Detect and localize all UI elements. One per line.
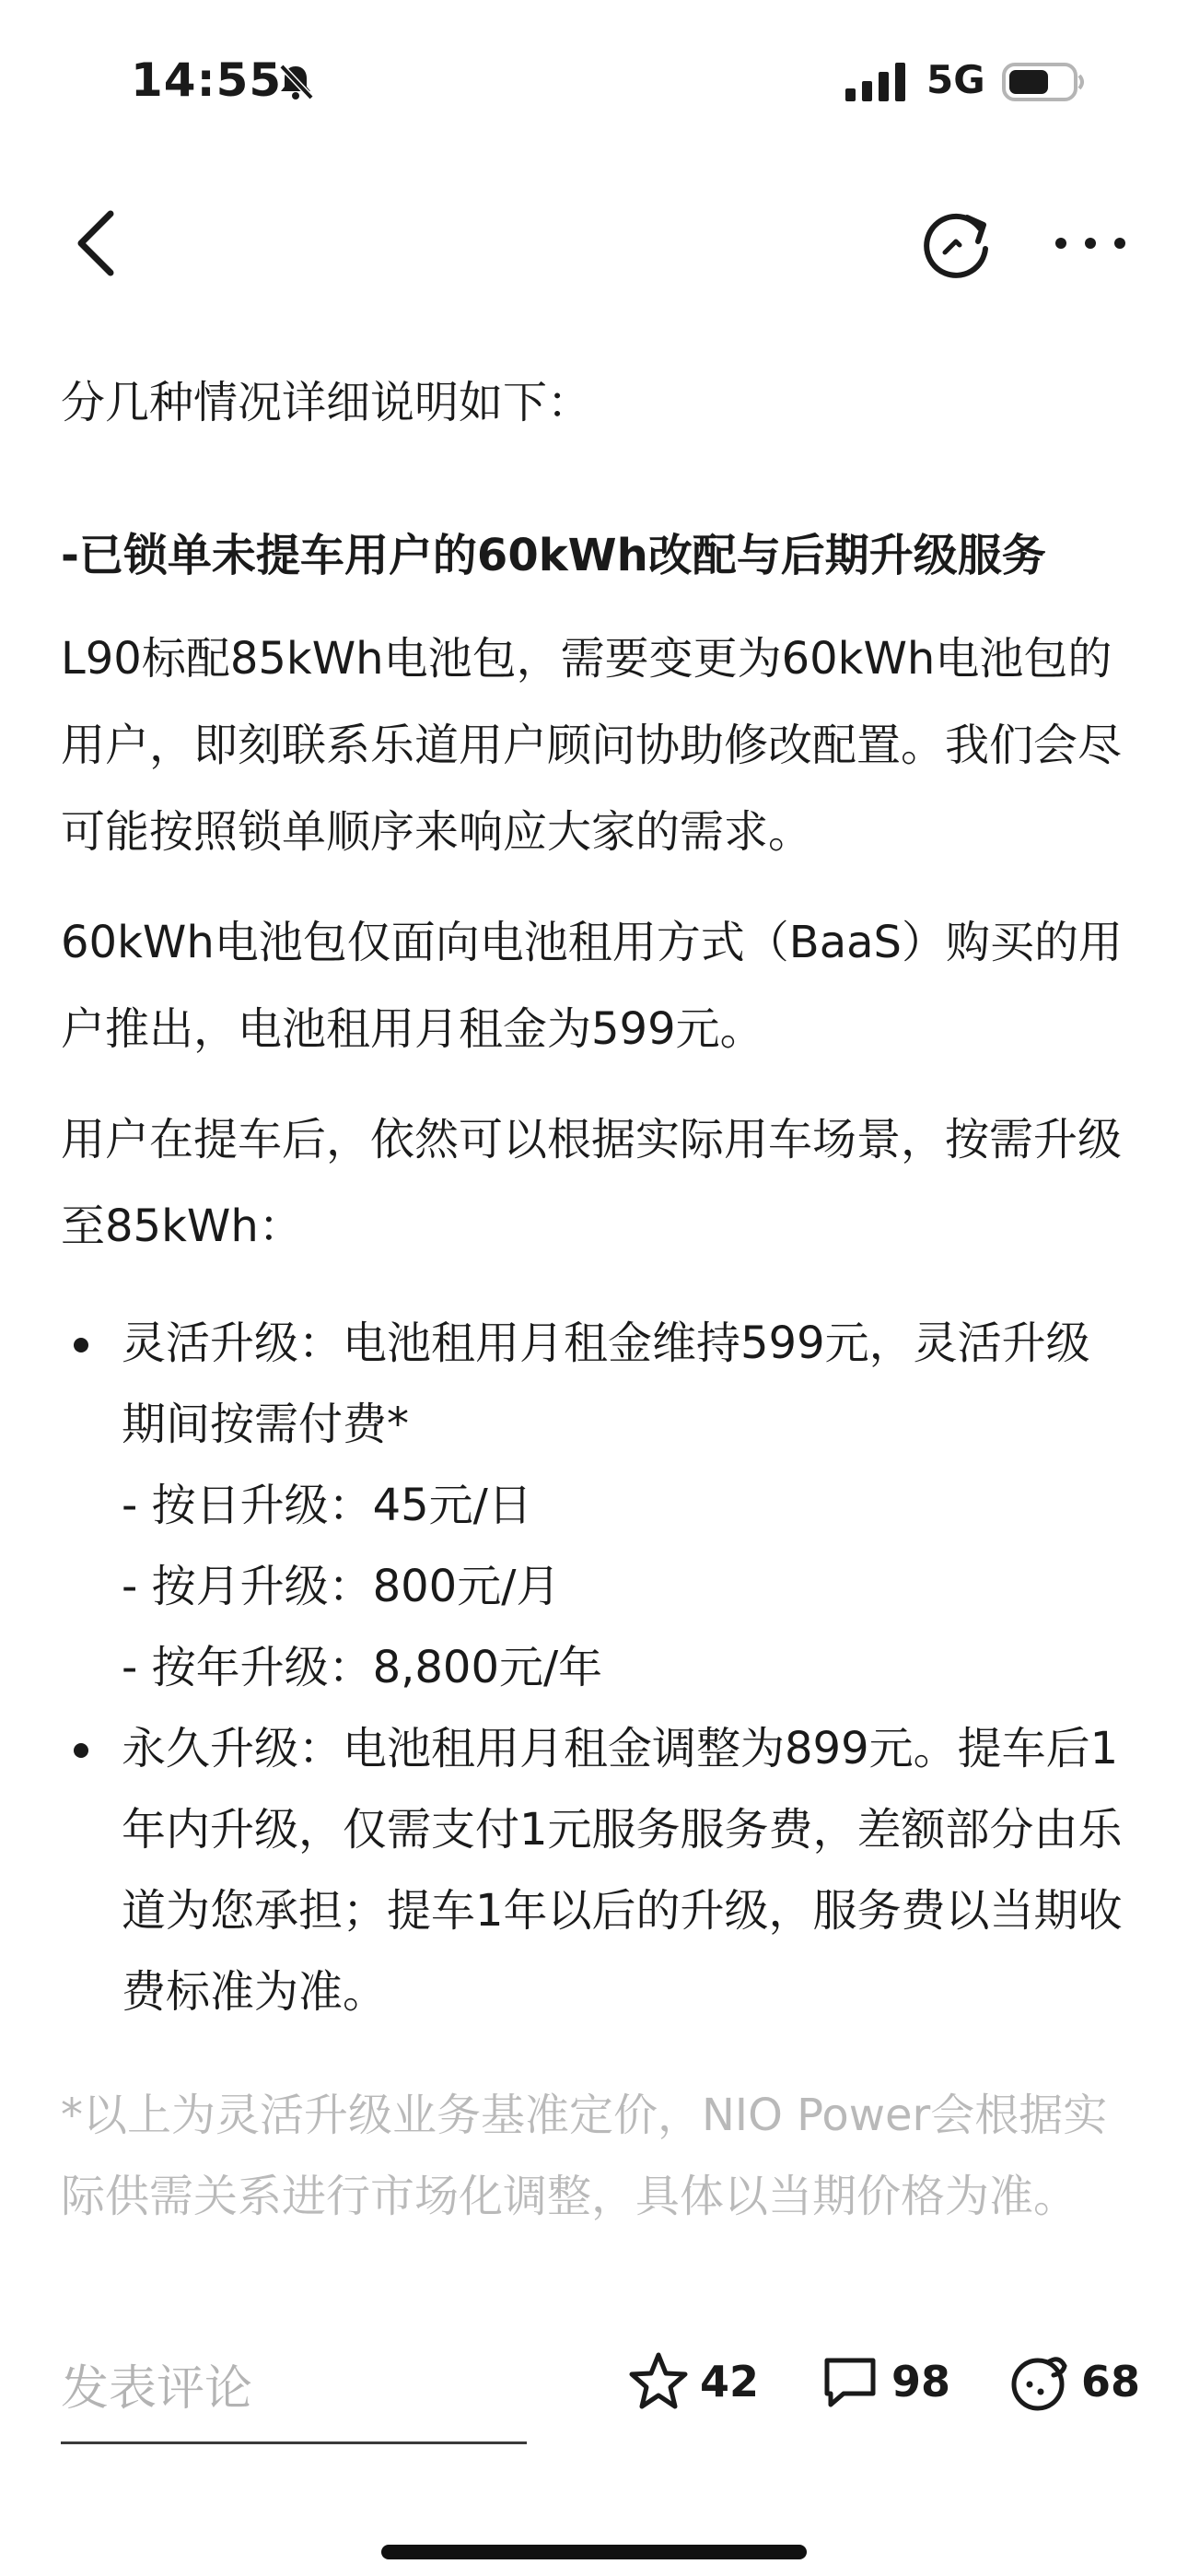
network-type: 5G (926, 57, 985, 102)
list-item-flexible-upgrade (61, 1303, 1129, 1708)
monthly-upgrade-text: - 按月升级：800元/月 (122, 1561, 561, 1612)
list-item-permanent-upgrade (61, 1708, 1129, 2032)
paragraph-2: 60kWh电池包仅面向电池租用方式（BaaS）购买的用户推出，电池租用月租金为599元。 (61, 917, 1123, 1055)
more-icon[interactable] (1052, 225, 1129, 262)
section-heading: -已锁单未提车用户的60kWh改配与后期升级服务 (61, 530, 1046, 581)
home-indicator[interactable] (381, 2545, 807, 2559)
yearly-upgrade-text: - 按年升级：8,800元/年 (122, 1642, 603, 1693)
like-face-icon (1007, 2349, 1072, 2414)
paragraph-1: L90标配85kWh电池包，需要变更为60kWh电池包的用户，即刻联系乐道用户顾问协助修改配置。我们会尽可能按照锁单顺序来响应大家的需求。 (61, 633, 1123, 858)
daily-upgrade-text: - 按日升级：45元/日 (122, 1480, 532, 1531)
comment-bubble-icon (818, 2349, 882, 2414)
permanent-upgrade-text: 永久升级：电池租用月租金调整为899元。提车后1年内升级，仅需支付1元服务服务费，差额部分由乐道为您承担；提车1年以后的升级，服务费以当期收费标准为准。 (122, 1723, 1123, 2018)
comment-placeholder: 发表评论 (61, 2361, 253, 2417)
bell-slash-icon (274, 61, 317, 103)
flexible-upgrade-text: 灵活升级：电池租用月租金维持599元，灵活升级期间按需付费* (122, 1317, 1090, 1450)
back-chevron-icon[interactable] (64, 206, 131, 280)
like-button[interactable] (1007, 2340, 1140, 2423)
status-time: 14:55 (131, 53, 283, 107)
pricing-footnote: *以上为灵活升级业务基准定价，NIO Power会根据实际供需关系进行市场化调整，具体以当期价格为准。 (61, 2090, 1108, 2222)
battery-icon (1002, 61, 1087, 103)
comments-button[interactable] (818, 2340, 950, 2423)
favorite-count: 42 (700, 2357, 760, 2406)
intro-text: 分几种情况详细说明如下： (61, 377, 592, 428)
favorite-button[interactable] (626, 2340, 759, 2423)
bullet-dot (74, 1743, 88, 1758)
comment-count: 98 (891, 2357, 951, 2406)
upgrade-options-list (61, 1303, 1129, 2032)
like-count: 68 (1081, 2357, 1141, 2406)
refresh-icon[interactable] (917, 205, 998, 286)
star-icon (626, 2349, 691, 2414)
signal-icon (844, 61, 910, 103)
bullet-dot (74, 1338, 88, 1352)
comment-input[interactable] (61, 2338, 527, 2444)
article-body (61, 359, 1129, 2281)
paragraph-3: 用户在提车后，依然可以根据实际用车场景，按需升级至85kWh： (61, 1114, 1123, 1252)
